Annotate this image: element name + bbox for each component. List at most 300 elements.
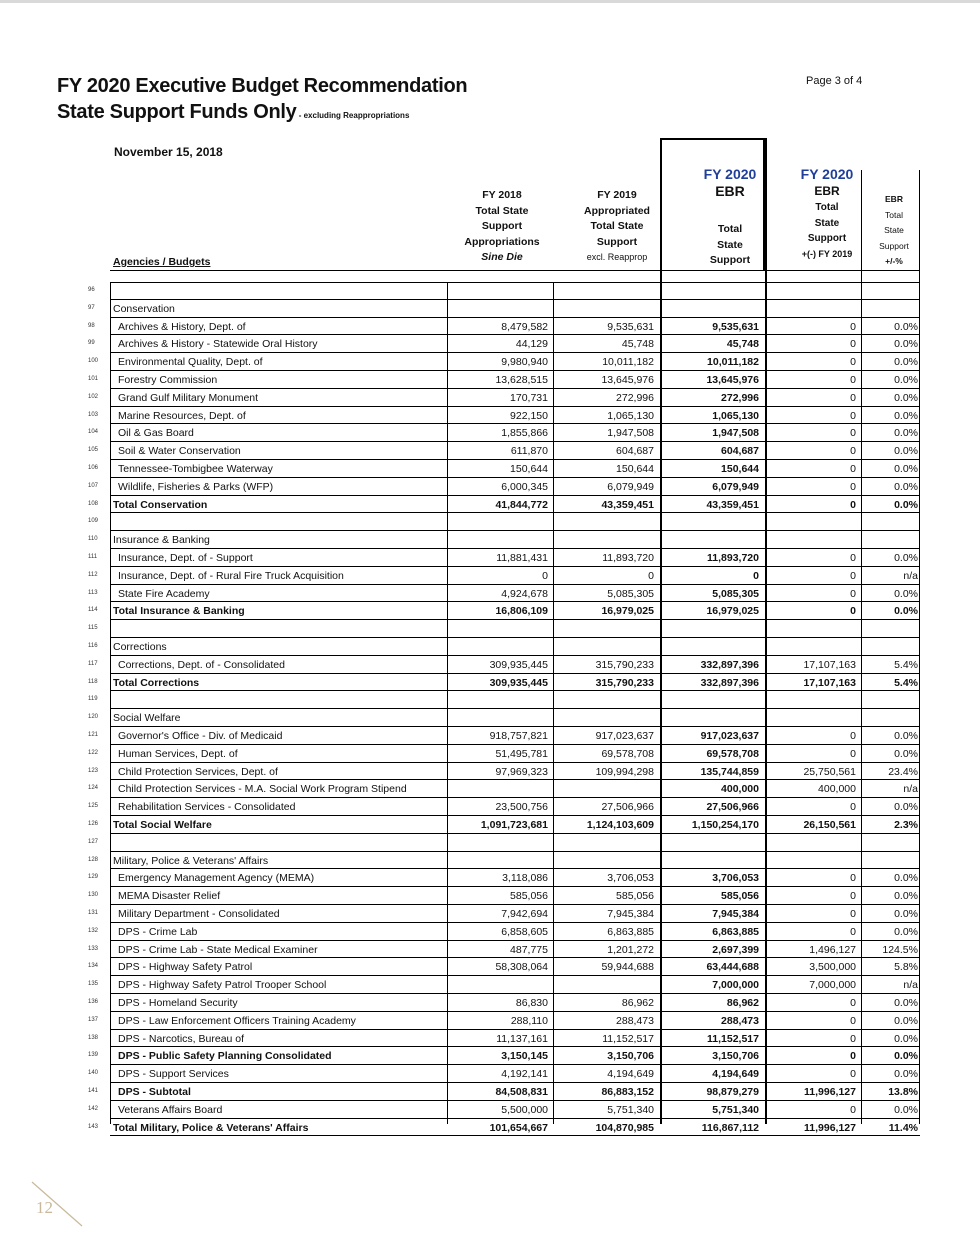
- row-label: DPS - Support Services: [118, 1068, 229, 1081]
- row-label: Insurance, Dept. of - Rural Fire Truck Acquisition: [118, 569, 344, 582]
- cell-c5: 13.8%: [888, 1086, 918, 1098]
- row-label: DPS - Highway Safety Patrol Trooper School: [118, 979, 327, 992]
- cell-c1: 41,844,772: [495, 498, 548, 511]
- cell-c2: 6,079,949: [607, 480, 654, 493]
- cell-c5: 0.0%: [894, 480, 918, 493]
- table-row: [0, 318, 980, 336]
- cell-c2: 86,883,152: [601, 1086, 654, 1098]
- cell-c4: 0: [850, 409, 856, 422]
- cell-c1: 5,500,000: [501, 1103, 548, 1116]
- c3-h3: State: [717, 238, 743, 251]
- line-number: 106: [88, 465, 99, 471]
- cell-c5: 5.4%: [894, 676, 918, 689]
- line-number: 134: [88, 963, 99, 970]
- table-row: [0, 691, 980, 709]
- header-underline: [110, 270, 920, 271]
- cell-c2: 109,994,298: [595, 765, 654, 778]
- column-header-pct: [868, 192, 920, 270]
- row-label: Total Insurance & Banking: [113, 605, 245, 618]
- cell-c2: 27,506,966: [601, 801, 654, 814]
- c1-h3: Appropriations: [464, 235, 540, 248]
- line-number: 108: [88, 500, 99, 507]
- cell-c3: 43,359,451: [706, 498, 759, 511]
- line-number: 113: [88, 589, 98, 596]
- cell-c2: 1,947,508: [607, 427, 654, 440]
- cell-c3: 98,879,279: [706, 1086, 759, 1098]
- cell-c4: 11,996,127: [804, 1121, 856, 1134]
- table-row: [0, 549, 980, 567]
- cell-c2: 45,748: [621, 338, 654, 351]
- line-number: 125: [88, 803, 99, 810]
- table-row: [0, 424, 980, 442]
- c3-h1: EBR: [715, 183, 745, 199]
- cell-c1: 6,858,605: [501, 925, 548, 938]
- c5-h3: Support: [879, 240, 909, 251]
- table-row: [0, 567, 980, 585]
- cell-c2: 0: [648, 569, 654, 582]
- cell-c1: 97,969,323: [495, 765, 548, 778]
- table-row: [0, 620, 980, 638]
- cell-c2: 1,124,103,609: [586, 819, 654, 831]
- c2-h3: Support: [596, 235, 638, 248]
- cell-c2: 585,056: [616, 890, 654, 903]
- line-number: 110: [88, 536, 98, 543]
- cell-c1: 1,855,866: [501, 427, 548, 440]
- line-number: 142: [88, 1105, 99, 1112]
- cell-c3: 400,000: [721, 783, 759, 796]
- cell-c5: 0.0%: [894, 498, 918, 511]
- row-label: DPS - Crime Lab: [118, 925, 198, 938]
- line-number: 105: [88, 447, 99, 454]
- row-label: Total Social Welfare: [113, 819, 212, 831]
- c4-h4: Support: [807, 233, 847, 244]
- cell-c4: 0: [850, 1103, 856, 1116]
- cell-c4: 0: [850, 890, 856, 903]
- line-number: 118: [88, 678, 98, 685]
- cell-c3: 917,023,637: [700, 730, 759, 742]
- cell-c2: 9,535,631: [607, 320, 654, 333]
- cell-c4: 1,496,127: [809, 943, 856, 956]
- subtitle-note: - excluding Reappropriations: [296, 111, 410, 120]
- cell-c4: 0: [850, 552, 856, 564]
- row-label: Governor's Office - Div. of Medicaid: [118, 730, 283, 742]
- line-number: 141: [88, 1088, 99, 1094]
- cell-c4: 0: [850, 498, 856, 511]
- line-number: 137: [88, 1016, 99, 1023]
- row-label: Human Services, Dept. of: [118, 747, 238, 760]
- line-number: 123: [88, 767, 99, 774]
- line-number: 121: [88, 732, 99, 738]
- c3-h4: Support: [709, 254, 751, 266]
- cell-c2: 315,790,233: [595, 676, 654, 689]
- line-number: 131: [88, 910, 99, 916]
- cell-c1: 86,830: [515, 997, 548, 1009]
- cell-c3: 604,687: [721, 445, 759, 458]
- line-number: 133: [88, 945, 99, 952]
- cell-c2: 5,085,305: [607, 587, 654, 600]
- table-row: [0, 869, 980, 887]
- column-header-fy2019: [567, 188, 667, 266]
- line-number: 111: [88, 554, 98, 560]
- table-row: [0, 923, 980, 941]
- cell-c4: 0: [850, 1014, 856, 1027]
- cell-c3: 6,079,949: [712, 480, 759, 493]
- table-row: [0, 389, 980, 407]
- cell-c2: 5,751,340: [607, 1103, 654, 1116]
- cell-c2: 104,870,985: [595, 1121, 654, 1134]
- cell-c4: 0: [850, 908, 856, 920]
- line-number: 103: [88, 411, 99, 418]
- cell-c5: 0.0%: [894, 409, 918, 422]
- row-label: Emergency Management Agency (MEMA): [118, 872, 315, 885]
- cell-c5: n/a: [903, 979, 918, 992]
- c4-h0: FY 2020: [800, 166, 854, 182]
- cell-c4: 17,107,163: [803, 676, 856, 689]
- cell-c3: 5,751,340: [712, 1103, 759, 1116]
- table-row: [0, 727, 980, 745]
- cell-c5: 2.3%: [894, 819, 918, 831]
- cell-c3: 11,893,720: [707, 552, 759, 564]
- table-row: [0, 816, 980, 834]
- c2-h1: Appropriated: [584, 204, 650, 217]
- line-number: 135: [88, 981, 99, 988]
- c3-h0: FY 2020: [703, 166, 757, 182]
- line-number: 143: [88, 1123, 99, 1130]
- cell-c5: 0.0%: [894, 801, 918, 814]
- line-number: 136: [88, 999, 99, 1005]
- line-number: 126: [88, 821, 99, 827]
- row-label: DPS - Crime Lab - State Medical Examiner: [118, 943, 318, 956]
- cell-c5: 0.0%: [894, 908, 918, 920]
- table-row: [0, 585, 980, 603]
- table-row: [0, 1083, 980, 1101]
- cell-c1: 585,056: [510, 890, 548, 903]
- cell-c4: 400,000: [818, 783, 856, 796]
- cell-c3: 16,979,025: [706, 605, 759, 618]
- cell-c5: 23.4%: [888, 765, 918, 778]
- c4-h3: State: [814, 217, 840, 229]
- c2-h2: Total State: [590, 220, 644, 232]
- cell-c4: 0: [850, 374, 856, 386]
- cell-c3: 11,152,517: [707, 1032, 759, 1045]
- table-row: [0, 531, 980, 549]
- cell-c5: n/a: [903, 783, 918, 796]
- c5-h0: EBR: [885, 194, 903, 204]
- cell-c2: 1,201,272: [607, 943, 654, 956]
- agencies-budgets-header: Agencies / Budgets: [113, 256, 211, 268]
- row-label: Total Military, Police & Veterans' Affairs: [113, 1121, 309, 1134]
- cell-c2: 272,996: [616, 391, 654, 404]
- cell-c5: 0.0%: [894, 391, 918, 404]
- line-number: 130: [88, 892, 99, 899]
- cell-c2: 3,150,706: [607, 1050, 654, 1063]
- c1-h4: Sine Die: [481, 251, 523, 263]
- cell-c4: 0: [850, 338, 856, 351]
- row-label: Insurance & Banking: [113, 534, 210, 547]
- row-label: State Fire Academy: [118, 587, 210, 600]
- cell-c3: 4,194,649: [712, 1068, 759, 1081]
- table-row: [0, 852, 980, 870]
- cell-c4: 0: [850, 1032, 856, 1045]
- cell-c3: 3,150,706: [712, 1050, 759, 1063]
- cell-c3: 9,535,631: [712, 320, 759, 333]
- cell-c4: 0: [850, 605, 856, 618]
- cell-c3: 116,867,112: [701, 1121, 759, 1134]
- cell-c4: 0: [850, 997, 856, 1009]
- cell-c3: 2,697,399: [712, 943, 759, 956]
- cell-c3: 45,748: [726, 338, 759, 351]
- cell-c4: 11,996,127: [804, 1086, 856, 1098]
- line-number: 116: [88, 643, 98, 649]
- row-label: Child Protection Services - M.A. Social Work Program Stipend: [118, 783, 407, 796]
- row-label: Forestry Commission: [118, 374, 218, 386]
- cell-c2: 4,194,649: [607, 1068, 654, 1081]
- cell-c1: 309,935,445: [489, 676, 548, 689]
- cell-c4: 0: [850, 427, 856, 440]
- c4-h2: Total: [815, 202, 839, 213]
- line-number: 127: [88, 838, 99, 845]
- row-label: DPS - Public Safety Planning Consolidated: [118, 1050, 332, 1063]
- table-row: [0, 745, 980, 763]
- row-label: Child Protection Services, Dept. of: [118, 765, 278, 778]
- cell-c1: 288,110: [510, 1014, 548, 1027]
- line-number: 109: [88, 518, 99, 525]
- table-row: [0, 780, 980, 798]
- cell-c4: 0: [850, 1068, 856, 1081]
- cell-c3: 13,645,976: [706, 374, 759, 386]
- cell-c5: 0.0%: [894, 872, 918, 885]
- cell-c4: 0: [850, 356, 856, 369]
- cell-c5: 0.0%: [894, 1103, 918, 1116]
- cell-c5: 0.0%: [894, 730, 918, 742]
- cell-c3: 272,996: [721, 391, 759, 404]
- row-label: DPS - Narcotics, Bureau of: [118, 1032, 245, 1045]
- cell-c3: 63,444,688: [706, 961, 759, 974]
- cell-c2: 69,578,708: [601, 747, 654, 760]
- cell-c5: 0.0%: [894, 552, 918, 564]
- table-row: [0, 460, 980, 478]
- cell-c5: 5.8%: [894, 961, 918, 974]
- line-number: 115: [88, 625, 98, 632]
- report-date: November 15, 2018: [114, 145, 223, 159]
- cell-c1: 170,731: [510, 391, 548, 404]
- line-number: 122: [88, 749, 99, 756]
- cell-c1: 150,644: [510, 463, 548, 475]
- table-row: [0, 602, 980, 620]
- cell-c2: 7,945,384: [607, 908, 654, 920]
- row-label: Environmental Quality, Dept. of: [118, 356, 263, 369]
- line-number: 117: [88, 660, 98, 667]
- cell-c3: 27,506,966: [706, 801, 759, 814]
- cell-c3: 1,150,254,170: [691, 819, 759, 831]
- cell-c5: 0.0%: [894, 925, 918, 938]
- line-number: 124: [88, 785, 99, 792]
- table-row: [0, 1065, 980, 1083]
- row-label: Wildlife, Fisheries & Parks (WFP): [118, 480, 274, 493]
- cell-c4: 0: [850, 730, 856, 742]
- table-row: [0, 763, 980, 781]
- cell-c2: 3,706,053: [607, 872, 654, 885]
- row-label: DPS - Highway Safety Patrol: [118, 961, 253, 974]
- row-label: DPS - Subtotal: [118, 1086, 191, 1098]
- row-label: Insurance, Dept. of - Support: [118, 552, 253, 564]
- line-number: 128: [88, 856, 99, 863]
- column-header-fy2018: [452, 188, 552, 266]
- row-label: Total Conservation: [113, 498, 208, 511]
- row-label: DPS - Law Enforcement Officers Training Academy: [118, 1014, 356, 1027]
- cell-c5: 0.0%: [894, 747, 918, 760]
- cell-c1: 11,881,431: [496, 552, 548, 564]
- row-label: Marine Resources, Dept. of: [118, 409, 246, 422]
- cell-c2: 150,644: [616, 463, 654, 475]
- table-row: [0, 513, 980, 531]
- cell-c5: 124.5%: [882, 943, 918, 956]
- cell-c1: 309,935,445: [489, 658, 548, 671]
- cell-c4: 0: [850, 569, 856, 582]
- cell-c2: 315,790,233: [595, 658, 654, 671]
- cell-c3: 332,897,396: [700, 676, 759, 689]
- table-row: [0, 407, 980, 425]
- cell-c4: 0: [850, 747, 856, 760]
- cell-c4: 0: [850, 1050, 856, 1063]
- table-row: [0, 300, 980, 318]
- cell-c3: 5,085,305: [712, 587, 759, 600]
- cell-c2: 13,645,976: [601, 374, 654, 386]
- table-row: [0, 887, 980, 905]
- table-row: [0, 1119, 980, 1137]
- row-label: Military Department - Consolidated: [118, 908, 280, 920]
- cell-c5: 0.0%: [894, 1068, 918, 1081]
- cell-c4: 0: [850, 320, 856, 333]
- table-row: [0, 1030, 980, 1048]
- row-label: Archives & History - Statewide Oral History: [118, 338, 318, 351]
- row-label: Grand Gulf Military Monument: [118, 391, 259, 404]
- cell-c5: n/a: [903, 569, 918, 582]
- cell-c3: 7,945,384: [712, 908, 759, 920]
- cell-c1: 58,308,064: [495, 961, 548, 974]
- table-row: [0, 1047, 980, 1065]
- cell-c4: 0: [850, 587, 856, 600]
- c2-h4: excl. Reapprop: [586, 252, 648, 262]
- cell-c4: 0: [850, 801, 856, 814]
- cell-c4: 0: [850, 445, 856, 458]
- cell-c1: 16,806,109: [495, 605, 548, 618]
- table-row: [0, 941, 980, 959]
- table-row: [0, 282, 980, 300]
- cell-c5: 0.0%: [894, 1050, 918, 1063]
- line-number: 96: [88, 287, 95, 293]
- row-label: Veterans Affairs Board: [118, 1103, 223, 1116]
- cell-c5: 0.0%: [894, 463, 918, 475]
- row-label: Corrections, Dept. of - Consolidated: [118, 658, 285, 671]
- row-label: DPS - Homeland Security: [118, 997, 238, 1009]
- cell-c5: 0.0%: [894, 320, 918, 333]
- table-row: [0, 496, 980, 514]
- table-row: [0, 905, 980, 923]
- line-number: 132: [88, 927, 99, 934]
- c4-h5: +(-) FY 2019: [801, 248, 853, 259]
- cell-c4: 26,150,561: [803, 819, 856, 831]
- cell-c1: 11,137,161: [496, 1032, 548, 1045]
- row-label: Military, Police & Veterans' Affairs: [113, 854, 269, 867]
- cell-c5: 5.4%: [894, 658, 918, 671]
- row-label: Rehabilitation Services - Consolidated: [118, 801, 296, 814]
- cell-c5: 0.0%: [894, 374, 918, 386]
- cell-c4: 17,107,163: [803, 658, 856, 671]
- cell-c5: 0.0%: [894, 338, 918, 351]
- cell-c2: 16,979,025: [601, 605, 654, 618]
- cell-c1: 7,942,694: [501, 908, 548, 920]
- cell-c4: 7,000,000: [809, 979, 856, 992]
- table-row: [0, 353, 980, 371]
- cell-c5: 0.0%: [894, 427, 918, 440]
- table-row: [0, 958, 980, 976]
- cell-c2: 288,473: [616, 1014, 654, 1027]
- cell-c5: 0.0%: [894, 1014, 918, 1027]
- cell-c1: 0: [542, 569, 548, 582]
- cell-c1: 3,150,145: [501, 1050, 548, 1063]
- c5-h2: State: [884, 225, 904, 235]
- cell-c1: 8,479,582: [501, 320, 548, 333]
- cell-c1: 51,495,781: [495, 747, 548, 760]
- column-header-fy2020-change: [782, 166, 872, 262]
- cell-c2: 10,011,182: [602, 356, 654, 369]
- cell-c2: 11,893,720: [602, 552, 654, 564]
- line-number: 129: [88, 874, 99, 881]
- line-number: 100: [88, 358, 99, 365]
- cell-c3: 86,962: [726, 997, 759, 1009]
- cell-c2: 917,023,637: [595, 730, 654, 742]
- cell-c4: 0: [850, 872, 856, 885]
- cell-c2: 11,152,517: [602, 1032, 654, 1045]
- line-number: 97: [88, 304, 95, 311]
- table-row: [0, 798, 980, 816]
- cell-c2: 43,359,451: [601, 498, 654, 511]
- line-number: 101: [88, 376, 99, 382]
- cell-c1: 44,129: [515, 338, 548, 351]
- cell-c1: 611,870: [510, 445, 548, 458]
- table-row: [0, 638, 980, 656]
- cell-c3: 0: [753, 569, 759, 582]
- line-number: 107: [88, 482, 99, 489]
- cell-c5: 0.0%: [894, 445, 918, 458]
- line-number: 139: [88, 1052, 99, 1059]
- cell-c2: 6,863,885: [607, 925, 654, 938]
- cell-c3: 69,578,708: [706, 747, 759, 760]
- cell-c1: 918,757,821: [489, 730, 548, 742]
- table-row: [0, 994, 980, 1012]
- cell-c5: 0.0%: [894, 997, 918, 1009]
- cell-c3: 10,011,182: [707, 356, 759, 369]
- cell-c3: 3,706,053: [712, 872, 759, 885]
- cell-c5: 11.4%: [888, 1121, 918, 1134]
- page-subtitle: [57, 101, 409, 124]
- c1-h1: Total State: [475, 204, 529, 217]
- cell-c1: 4,924,678: [501, 587, 548, 600]
- cell-c1: 23,500,756: [495, 801, 548, 814]
- cell-c5: 0.0%: [894, 890, 918, 903]
- cell-c2: 59,944,688: [601, 961, 654, 974]
- page-number-label: Page 3 of 4: [806, 75, 863, 87]
- top-border: [0, 0, 980, 3]
- c1-h2: Support: [481, 220, 523, 232]
- cell-c5: 0.0%: [894, 1032, 918, 1045]
- cell-c3: 288,473: [721, 1014, 759, 1027]
- table-row: [0, 1101, 980, 1119]
- cell-c3: 1,947,508: [712, 427, 759, 440]
- table-row: [0, 834, 980, 852]
- cell-c3: 332,897,396: [700, 658, 759, 671]
